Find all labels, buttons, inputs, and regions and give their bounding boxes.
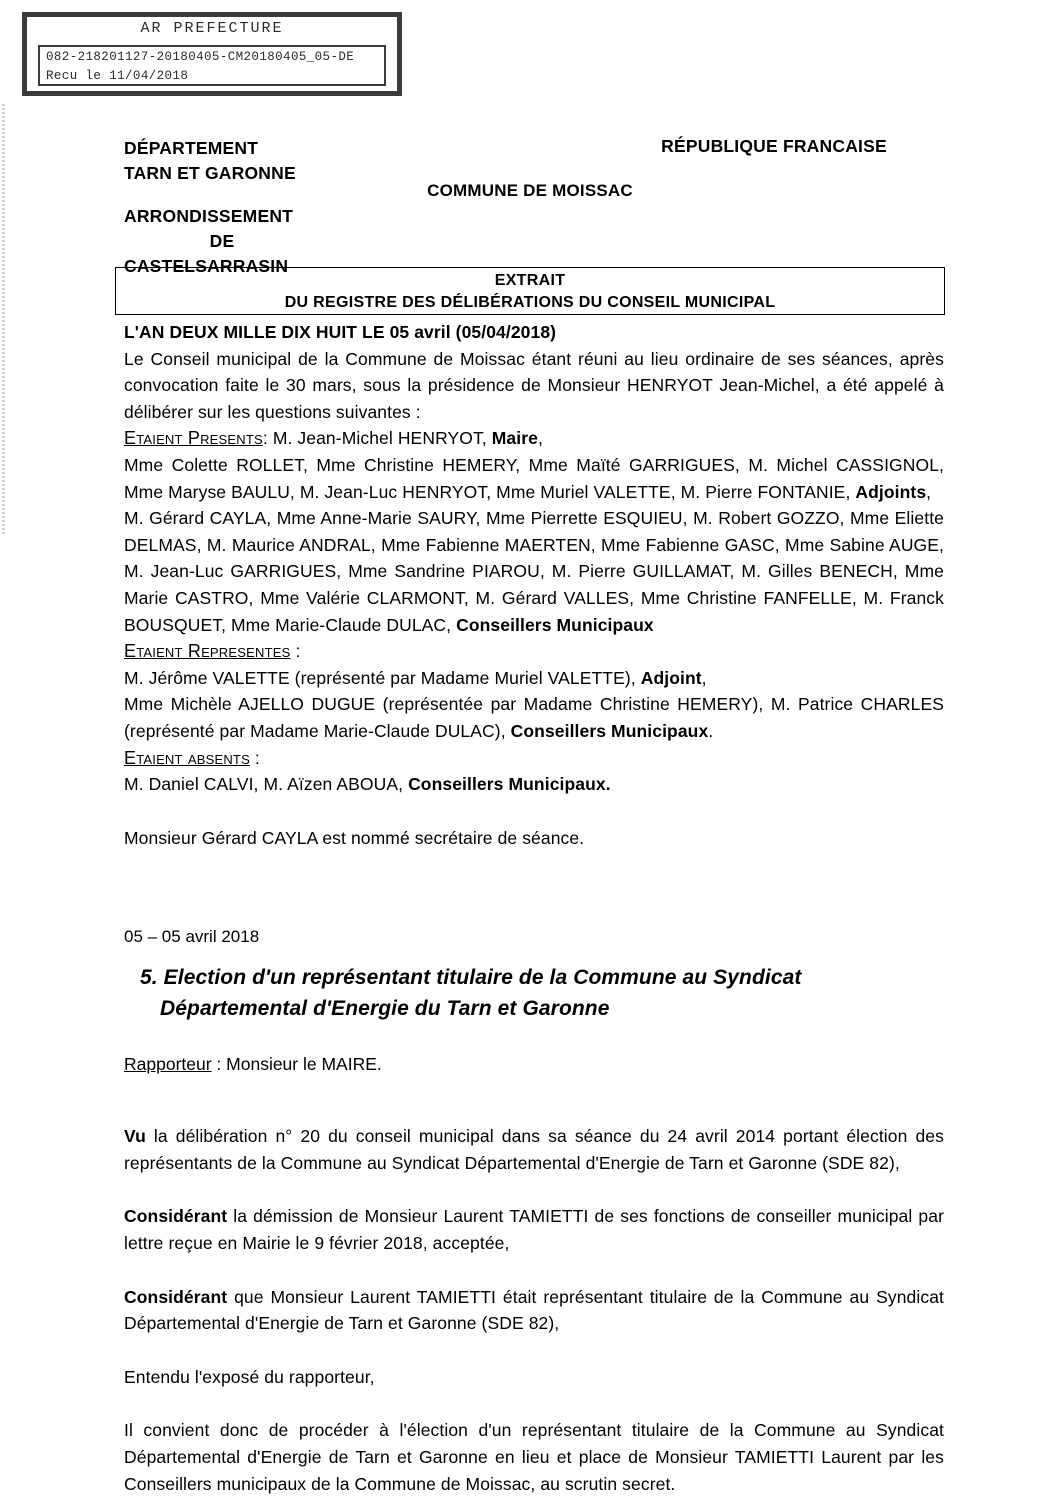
adjoints-list: [124, 452, 944, 505]
paragraph-spacer-3: [124, 1337, 944, 1364]
paragraph-lead: Considérant: [124, 1206, 228, 1227]
extrait-box: [115, 267, 945, 315]
deliberation-paragraph: [124, 1123, 944, 1176]
secretaire-line: Monsieur Gérard CAYLA est nommé secrétaire de séance.: [124, 827, 585, 848]
presents-label: Etaient Presents: [124, 428, 263, 449]
spacer-before-rapporteur: [124, 1024, 944, 1051]
stamp-title: AR PREFECTURE: [140, 20, 284, 37]
paragraph-text: que Monsieur Laurent TAMIETTI était représentant titulaire de la Commune au Syndicat Départemental d'Energie de Tarn et Garonne (SDE 82),: [124, 1286, 944, 1334]
conseillers-names: M. Gérard CAYLA, Mme Anne-Marie SAURY, Mme Pierrette ESQUIEU, M. Robert GOZZO, Mme Eliette DELMAS, M. Maurice ANDRAL, Mme Fabienne MAERTEN, Mme Fabienne GASC, Mme Sabine AUGE, M. Jean-Luc GARRIGUES, Mme Sandrine PIAROU, M. Pierre GUILLAMAT, M. Gilles BENECH, Mme Marie CASTRO, Mme Valérie CLARMONT, M. Gérard VALLES, Mme Christine FANFELLE, M. Franck BOUSQUET, Mme Marie-Claude DULAC,: [124, 508, 944, 635]
represente-2-name: Mme Michèle AJELLO DUGUE (représentée par Madame Christine HEMERY), M. Patrice CHARLES (représenté par Madame Marie-Claude DULAC),: [124, 694, 944, 741]
paragraph-text: Entendu l'exposé du rapporteur,: [124, 1366, 375, 1387]
rapporteur-value: : Monsieur le MAIRE.: [211, 1054, 382, 1075]
deliberation-paragraph: [124, 1284, 944, 1337]
spacer-before-title: [124, 950, 944, 962]
deliberation-paragraph: [124, 1417, 944, 1497]
deliberation-title: 5. Election d'un représentant titulaire de la Commune au Syndicat Départemental d'Energie du Tarn et Garonne: [140, 966, 802, 1021]
absents-list: [124, 771, 944, 798]
scan-edge-artifact: [2, 104, 5, 536]
spacer-before-deliberation-2: [124, 897, 944, 924]
stamp-inner-box: [38, 45, 386, 86]
republique-francaise: RÉPUBLIQUE FRANCAISE: [661, 136, 887, 156]
commune-de-moissac: COMMUNE DE MOISSAC: [427, 181, 633, 200]
presents-separator: :: [262, 428, 273, 449]
conseillers-role: Conseillers Municipaux: [456, 614, 654, 635]
paragraph-spacer-1: [124, 1176, 944, 1203]
adjoints-role: Adjoints: [855, 481, 927, 502]
paragraph-spacer-2: [124, 1257, 944, 1284]
spacer-before-paragraphs: [124, 1077, 944, 1123]
maire-tail: ,: [537, 428, 543, 449]
maire-name: M. Jean-Michel HENRYOT,: [272, 428, 492, 449]
adjoints-names: Mme Colette ROLLET, Mme Christine HEMERY, Mme Maïté GARRIGUES, M. Michel CASSIGNOL, Mme Maryse BAULU, M. Jean-Luc HENRYOT, Mme Muriel VALETTE, M. Pierre FONTANIE,: [124, 454, 944, 502]
presents-line: [124, 425, 944, 452]
deliberation-paragraph: [124, 1364, 944, 1391]
stamp-received-date: Recu le 11/04/2018: [46, 69, 189, 83]
paragraph-lead: Vu: [124, 1126, 146, 1147]
represente-2-role: Conseillers Municipaux: [510, 720, 709, 741]
arrondissement-name: CASTELSARRASIN: [124, 256, 289, 276]
stamp-reference: 082-218201127-20180405-CM20180405_05-DE: [46, 50, 355, 64]
representes-line: [124, 638, 944, 665]
spacer-before-deliberation: [124, 851, 944, 897]
deliberation-number-date: 05 – 05 avril 2018: [124, 927, 260, 947]
represente-item-2: [124, 691, 944, 744]
represente-2-tail: .: [708, 720, 714, 741]
paragraph-text: la démission de Monsieur Laurent TAMIETTI de ses fonctions de conseiller municipal par lettre reçue en Mairie le 9 février 2018, acceptée,: [124, 1206, 944, 1254]
represente-item-1: [124, 665, 944, 692]
departement-label: DÉPARTEMENT: [124, 138, 259, 158]
maire-role: Maire: [491, 428, 538, 449]
header-left-block: [124, 136, 296, 186]
rapporteur-line: [124, 1051, 944, 1077]
rapporteur-label: Rapporteur: [124, 1054, 212, 1075]
extrait-heading: EXTRAIT: [494, 272, 566, 289]
conseillers-list: [124, 505, 944, 638]
representes-separator: :: [290, 641, 301, 662]
paragraph-spacer-4: [124, 1390, 944, 1417]
absents-label: Etaient absents: [124, 747, 250, 768]
paragraph-text: Il convient donc de procéder à l'élection d'un représentant titulaire de la Commune au Syndicat Départemental d'Energie de Tarn et Garonne en lieu et place de Monsieur TAMIETTI Laurent par les Conseillers municipaux de la Commune de Moissac, au scrutin secret.: [124, 1420, 944, 1494]
ar-prefecture-stamp: [22, 12, 402, 96]
absents-separator: :: [249, 747, 260, 768]
session-date-line: L'AN DEUX MILLE DIX HUIT LE 05 avril (05/04/2018): [124, 322, 557, 342]
absents-role: Conseillers Municipaux.: [408, 774, 611, 795]
paragraph-lead: Considérant: [124, 1286, 228, 1307]
arrondissement-de: DE: [209, 231, 235, 251]
spacer-after-absents: [124, 798, 944, 825]
document-body: [124, 319, 944, 1497]
represente-1-role: Adjoint: [640, 667, 702, 688]
arrondissement-label: ARRONDISSEMENT: [124, 206, 294, 226]
session-intro-paragraph: Le Conseil municipal de la Commune de Moissac étant réuni au lieu ordinaire de ses séances, après convocation faite le 30 mars, sous la présidence de Monsieur HENRYOT Jean-Michel, a été appelé à délibérer sur les questions suivantes :: [124, 348, 944, 422]
departement-name: TARN ET GARONNE: [124, 163, 296, 183]
absents-line: [124, 745, 944, 772]
represente-1-tail: ,: [701, 667, 707, 688]
deliberation-paragraph: [124, 1203, 944, 1256]
absents-names: M. Daniel CALVI, M. Aïzen ABOUA,: [124, 774, 409, 795]
represente-1-name: M. Jérôme VALETTE (représenté par Madame Muriel VALETTE),: [124, 667, 641, 688]
adjoints-tail: ,: [926, 481, 932, 502]
representes-label: Etaient Representes: [124, 641, 291, 662]
paragraph-text: la délibération n° 20 du conseil municipal dans sa séance du 24 avril 2014 portant élection des représentants de la Commune au Syndicat Départemental d'Energie de Tarn et Garonne (SDE 82),: [124, 1126, 944, 1173]
extrait-subheading: DU REGISTRE DES DÉLIBÉRATIONS DU CONSEIL MUNICIPAL: [284, 294, 776, 311]
